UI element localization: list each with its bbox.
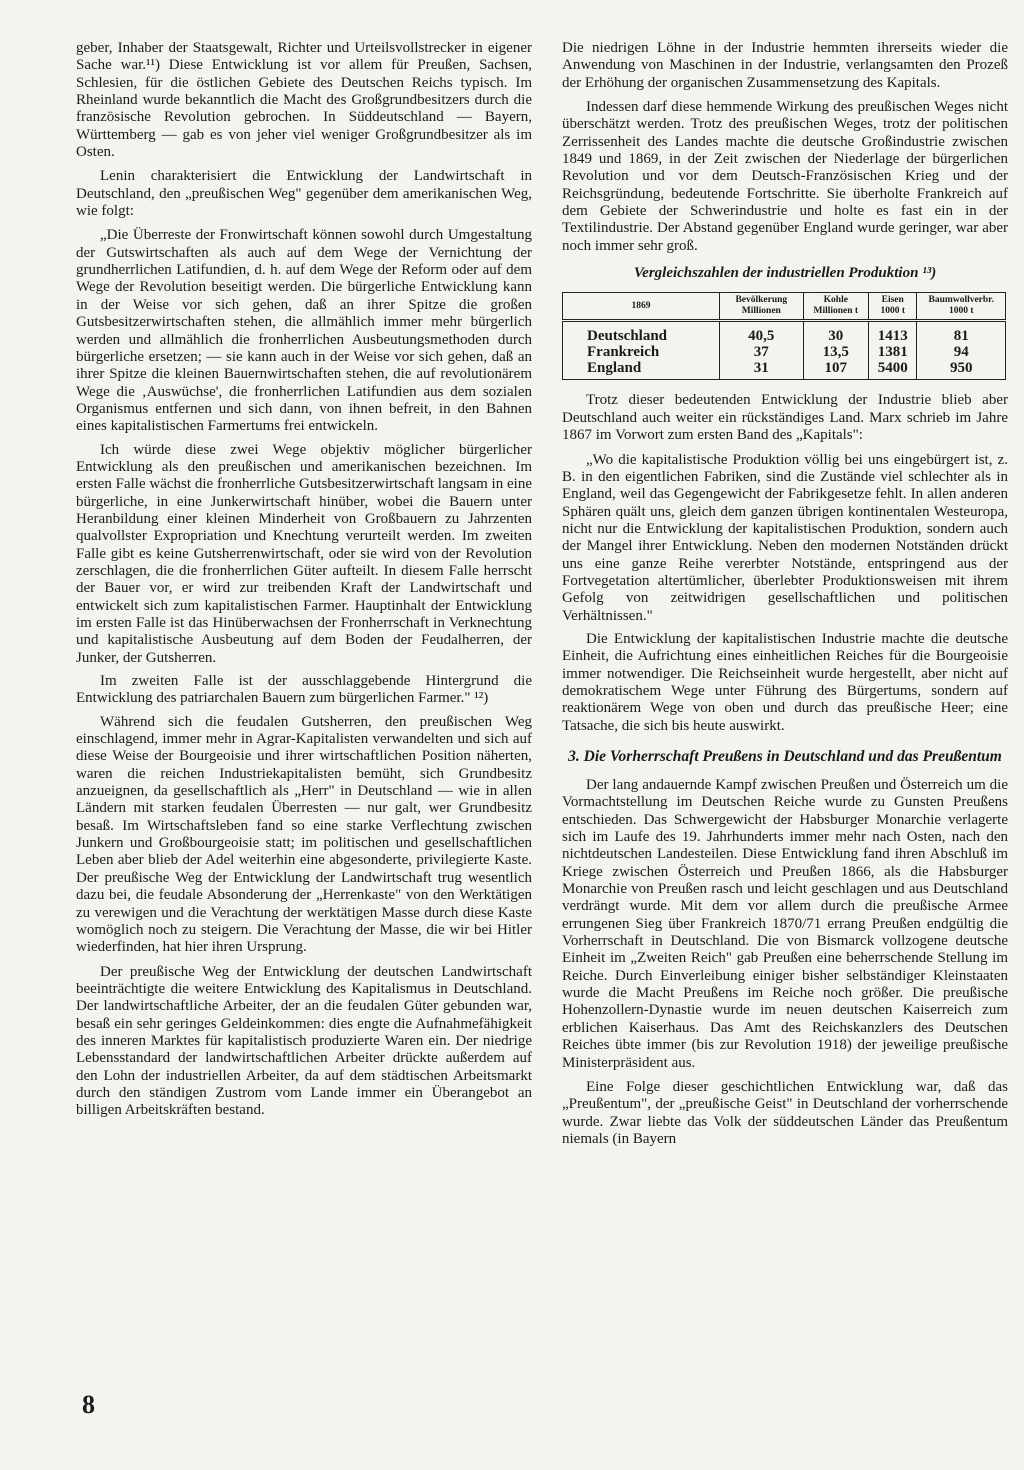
page-number: 8 bbox=[82, 1390, 95, 1419]
quote-paragraph: Im zweiten Falle ist der ausschlaggebende Hintergrund die Entwicklung des patriarchalen Bauern zum bürgerlichen Farmer." ¹²) bbox=[76, 673, 532, 707]
paragraph: Trotz dieser bedeutenden Entwicklung der Industrie blieb aber Deutschland auch weiter ein rückständiges Land. Marx schrieb im Jahre 1867 im Vorwort zum ersten Band des „Kapitals": bbox=[562, 392, 1008, 444]
paragraph: Der lang andauernde Kampf zwischen Preußen und Österreich um die Vormachtstellung im Deutschen Reiche wurde zu Gunsten Preußens entschieden. Das Schwergewicht der Habsburger Monarchie verlagerte sich im Laufe des 19. Jahrhunderts immer mehr nach Osten, nach den nichtdeutschen Landesteilen. Diese Entwicklung fand ihren Abschluß im Kriege zwischen Österreich und Preußen 1866, als die Habsburger Monarchie von Preußen rasch und leicht geschlagen und aus Deutschland verdrängt wurde. Mit dem vor allem durch die preußische Armee errungenen Sieg über Frankreich 1870/71 errang Preußen endgültig die Vorherrschaft in Deutschland. Die von Bismarck vollzogene deutsche Einheit im „Zweiten Reich" gab Preußen eine beherrschende Stellung im Reiche. Durch Einverleibung einiger bisher selbständiger Kleinstaaten wurde die Macht Preußens im Reiche noch größer. Die preußische Hohenzollern-Dynastie wurde im neuen deutschen Kaiserreich zum erblichen Kaiserhaus. Das Amt des Reichskanzlers des Deutschen Reiches übte immer (bis zur Revolution 1918) der jeweilige preußische Ministerpräsident aus. bbox=[562, 777, 1008, 1071]
table-cell: 5400 bbox=[869, 360, 917, 380]
quote-paragraph: „Wo die kapitalistische Produktion völlig bei uns eingebürgert ist, z. B. in den eigentlichen Fabriken, sind die Zustände viel schlechter als in England, weil das Gegengewicht der Fabrikgesetze fehlt. In allen anderen Sphären quält uns, gleich dem ganzen übrigen kontinentalen Westeuropa, nicht nur die Entwicklung der kapitalistischen Produktion, sondern auch der Mangel ihrer Entwicklung. Neben den modernen Notständen drückt uns eine ganze Reihe vererbter Notstände, entspringend aus der Fortvegetation altertümlicher, überlebter Produktionsweisen mit ihrem Gefolg von zeitwidrigen gesellschaftlichen und politischen Verhältnissen." bbox=[562, 451, 1008, 624]
table-cell: 1381 bbox=[869, 344, 917, 360]
paragraph: Die Entwicklung der kapitalistischen Industrie machte die deutsche Einheit, die Aufrichtung eines einheitlichen Reiches für die Bourgeoisie immer notwendiger. Die Reichseinheit wurde hergestellt, aber nicht auf demokratischem Wege unter Führung des Bürgertums, sondern auf reaktionärem Wege von oben und durch das preußische Heer; eine Tatsache, die sich bis heute auswirkt. bbox=[562, 630, 1008, 734]
section-heading: 3. Die Vorherrschaft Preußens in Deutschland und das Preußentum bbox=[568, 748, 1002, 765]
right-column bbox=[562, 40, 1008, 1155]
table-header: 1869 bbox=[563, 293, 720, 321]
table-row bbox=[563, 344, 1006, 360]
left-column bbox=[76, 40, 532, 1127]
quote-paragraph: „Die Überreste der Fronwirtschaft können sowohl durch Umgestaltung der Gutswirtschaften als auch auf dem Wege der Vernichtung der grundherrlichen Latifundien, d. h. auf dem Wege der Reform oder auf dem Wege der Revolution beseitigt werden. Die bürgerliche Entwicklung kann in der Weise vor sich gehen, daß an ihrer Spitze die großen Gutsbesitzerwirtschaften stehen, die allmählich immer mehr bürgerlich werden und allmählich die fronherrlichen Ausbeutungsmethoden durch bürgerliche ersetzen; — sie kann auch in der Weise vor sich gehen, daß an ihrer Spitze die kleinen Bauernwirtschaften stehen, die auf revolutionärem Wege die ‚Auswüchse', die fronherrlichen Latifundien aus dem sozialen Organismus entfernen und sich dann, von ihnen befreit, in den Bahnen eines kapitalistischen Farmertums frei entwickeln. bbox=[76, 227, 532, 435]
table-cell: 13,5 bbox=[803, 344, 868, 360]
table-cell: 94 bbox=[917, 344, 1006, 360]
table-cell: 37 bbox=[720, 344, 804, 360]
table-header: Baumwollverbr. 1000 t bbox=[917, 293, 1006, 321]
table-cell: 1413 bbox=[869, 321, 917, 345]
table-header: Eisen 1000 t bbox=[869, 293, 917, 321]
table-cell: 31 bbox=[720, 360, 804, 380]
paragraph: Lenin charakterisiert die Entwicklung der Landwirtschaft in Deutschland, den „preußischen Weg" gegenüber dem amerikanischen Weg, wie folgt: bbox=[76, 168, 532, 220]
paragraph: geber, Inhaber der Staatsgewalt, Richter und Urteilsvollstrecker in eigener Sache war.¹¹) Diese Entwicklung ist vor allem für Preußen, Sachsen, Schlesien, für die östlichen Gebiete des Deutschen Reichs typisch. Im Rheinland wurde bekanntlich die Macht des Großgrundbesitzers durch die französische Revolution gebrochen. In Süddeutschland — Bayern, Württemberg — gab es von jeher viel weniger Großgrundbesitzer als im Osten. bbox=[76, 40, 532, 161]
paragraph: Der preußische Weg der Entwicklung der deutschen Landwirtschaft beeinträchtigte die weitere Entwicklung des Kapitalismus in Deutschland. Der landwirtschaftliche Arbeiter, der an die feudalen Güter gebunden war, besaß ein sehr geringes Geldeinkommen: dies engte die Aufnahmefähigkeit des inneren Marktes für kapitalistisch produzierte Waren ein. Der niedrige Lebensstandard der landwirtschaftlichen Arbeiter drückte außerdem auf den Lohn der industriellen Arbeiter, da auf dem städtischen Arbeitsmarkt durch den ständigen Zustrom vom Lande immer ein Überangebot an billigen Arbeitskräften bestand. bbox=[76, 963, 532, 1119]
table-cell: 81 bbox=[917, 321, 1006, 345]
table-cell: 950 bbox=[917, 360, 1006, 380]
paragraph: Indessen darf diese hemmende Wirkung des preußischen Weges nicht überschätzt werden. Trotz des preußischen Weges, trotz der politischen Zerrissenheit des Landes machte die deutsche Großindustrie zwischen 1849 und 1869, in der Zeit zwischen der Niederlage der bürgerlichen Revolution und vor dem Deutsch-Französischen Krieg und der Reichsgründung, bedeutende Fortschritte. Sie überholte Frankreich auf dem Gebiete der Schwerindustrie und holte es fast ein in der Textilindustrie. Der Abstand gegenüber England wurde geringer, war aber noch immer sehr groß. bbox=[562, 99, 1008, 254]
table-cell: 107 bbox=[803, 360, 868, 380]
production-table bbox=[562, 292, 1006, 380]
table-cell: Deutschland bbox=[563, 321, 720, 345]
paragraph: Während sich die feudalen Gutsherren, den preußischen Weg einschlagend, immer mehr in Agrar-Kapitalisten verwandelten und sich auf diese Weise der Bourgeoisie und ihrer wirtschaftlichen Position näherten, waren die reichen Industriekapitalisten bemüht, sich Grundbesitz anzueignen, da gesellschaftlich als „Herr" in Deutschland — wie in allen Ländern mit starken feudalen Überresten — nur galt, wer Grundbesitz besaß. Im Wirtschaftsleben fand so eine starke Verflechtung zwischen Junkern und Großbourgeoisie statt; im politischen und gesellschaftlichen Leben aber blieb der Adel weiterhin eine abgesonderte, privilegierte Kaste. Der preußische Weg der Entwicklung der Landwirtschaft trug wesentlich dazu bei, die feudale Absonderung der „Herrenkaste" von den Werktätigen zu verewigen und die Verachtung der werktätigen Masse durch diese Kaste womöglich noch zu steigern. Die Verachtung der Masse, die wir bei Hitler wiederfinden, hat hier ihren Ursprung. bbox=[76, 713, 532, 956]
quote-paragraph: Ich würde diese zwei Wege objektiv möglicher bürgerlicher Entwicklung als den preußischen und amerikanischen bezeichnen. Im ersten Falle wächst die fronherrliche Gutsbesitzerwirtschaft langsam in eine bürgerliche, in eine Junkerwirtschaft hinüber, wobei die Bauern unter Heranbildung einer kleinen Minderheit von Großbauern zu Jahrzenten qualvollster Expropriation und Knechtung verurteilt werden. Im zweiten Falle gibt es keine Gutsherrenwirtschaft, oder sie wird von der Revolution zerschlagen, die die fronherrlichen Güter aufteilt. In diesem Falle herrscht der Bauer vor, er wird zur treibenden Kraft der Landwirtschaft und entwickelt sich zum kapitalistischen Farmer. Hauptinhalt der Entwicklung im ersten Falle ist das Hinüberwachsen der Fronherrschaft in Verknechtung und kapitalistische Ausbeutung auf dem Boden der Feudalherren, der Junker, der Gutsherren. bbox=[76, 441, 532, 666]
table-header-row bbox=[563, 293, 1006, 321]
table-caption: Vergleichszahlen der industriellen Produktion ¹³) bbox=[633, 265, 937, 282]
table-row bbox=[563, 321, 1006, 345]
table-cell: Frankreich bbox=[563, 344, 720, 360]
table-cell: 40,5 bbox=[720, 321, 804, 345]
paragraph: Eine Folge dieser geschichtlichen Entwicklung war, daß das „Preußentum", der „preußische Geist" in Deutschland der vorherrschende wurde. Zwar liebte das Volk der süddeutschen Länder das Preußentum niemals (in Bayern bbox=[562, 1078, 1008, 1147]
table-cell: 30 bbox=[803, 321, 868, 345]
table-cell: England bbox=[563, 360, 720, 380]
paragraph: Die niedrigen Löhne in der Industrie hemmten ihrerseits wieder die Anwendung von Maschinen in der Industrie, verlangsamten den Prozeß der Erhöhung der organischen Zusammensetzung des Kapitals. bbox=[562, 40, 1008, 91]
table-header: Kohle Millionen t bbox=[803, 293, 868, 321]
table-header: Bevölkerung Millionen bbox=[720, 293, 804, 321]
table-row bbox=[563, 360, 1006, 380]
